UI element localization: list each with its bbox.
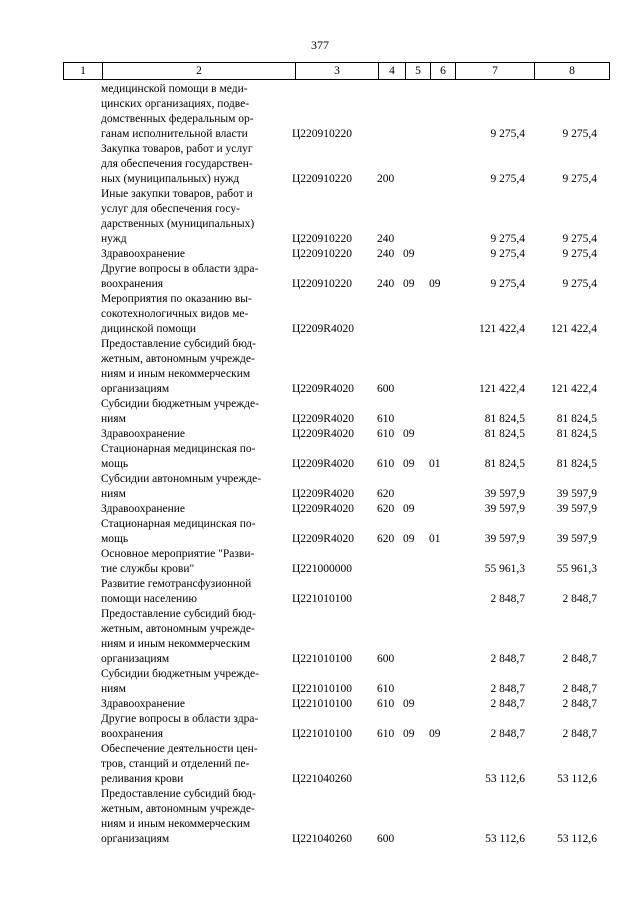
description-line: медицинской помощи в меди- (101, 83, 248, 95)
description-line: Субсидии бюджетным учрежде- (101, 398, 259, 410)
table-row (63, 712, 603, 742)
target-article-code: Ц2209R4020 (292, 503, 354, 515)
table-row (63, 577, 603, 607)
header-col-4: 4 (379, 63, 406, 80)
header-col-2: 2 (103, 63, 296, 80)
target-article-code: Ц221000000 (292, 563, 353, 575)
amount-col-7: 39 597,9 (484, 503, 525, 515)
description-line: Обеспечение деятельности цен- (101, 743, 258, 755)
table-row (63, 82, 603, 142)
description-line: Субсидии бюджетным учрежде- (101, 668, 259, 680)
amount-col-8: 9 275,4 (562, 278, 597, 290)
row-description (101, 442, 315, 472)
table-row (63, 187, 603, 247)
section-code: 09 (403, 533, 415, 545)
amount-col-7: 2 848,7 (490, 728, 525, 740)
amount-col-7: 121 422,4 (479, 323, 525, 335)
row-description (101, 787, 315, 847)
amount-col-7: 9 275,4 (490, 128, 525, 140)
description-line: помощи населению (101, 593, 197, 605)
subsection-code: 01 (429, 458, 441, 470)
description-line: Здравоохранение (101, 428, 186, 440)
header-col-7: 7 (456, 63, 535, 80)
expense-type: 600 (377, 383, 395, 395)
table-row (63, 442, 603, 472)
expense-type: 610 (377, 413, 395, 425)
description-line: воохранения (101, 728, 164, 740)
row-description (101, 577, 315, 607)
section-code: 09 (403, 428, 415, 440)
amount-col-7: 53 112,6 (485, 773, 525, 785)
expense-type: 200 (377, 173, 395, 185)
amount-col-8: 9 275,4 (562, 248, 597, 260)
target-article-code: Ц220910220 (292, 233, 353, 245)
expense-type: 600 (377, 833, 395, 845)
amount-col-7: 81 824,5 (484, 428, 525, 440)
section-code: 09 (403, 728, 415, 740)
target-article-code: Ц221010100 (292, 593, 353, 605)
row-description (101, 292, 315, 337)
amount-col-8: 53 112,6 (557, 833, 597, 845)
amount-col-8: 55 961,3 (556, 563, 597, 575)
amount-col-8: 9 275,4 (562, 233, 597, 245)
description-line: тие службы крови" (101, 563, 195, 575)
target-article-code: Ц220910220 (292, 248, 353, 260)
description-line: цинских организациях, подве- (101, 98, 250, 110)
row-description (101, 607, 315, 667)
description-line: жетным, автономным учрежде- (101, 623, 255, 635)
amount-col-8: 39 597,9 (556, 503, 597, 515)
section-code: 09 (403, 248, 415, 260)
description-line: Субсидии автономным учрежде- (101, 473, 262, 485)
description-line: жетным, автономным учрежде- (101, 353, 255, 365)
table-row (63, 262, 603, 292)
description-line: Предоставление субсидий бюд- (101, 338, 256, 350)
expense-type: 240 (377, 278, 395, 290)
target-article-code: Ц220910220 (292, 173, 353, 185)
description-line: ниям (101, 683, 126, 695)
row-description (101, 247, 315, 262)
target-article-code: Ц2209R4020 (292, 323, 354, 335)
expense-type: 240 (377, 233, 395, 245)
table-row (63, 667, 603, 697)
amount-col-8: 2 848,7 (562, 593, 597, 605)
table-row (63, 337, 603, 397)
row-description (101, 142, 315, 187)
table-row (63, 427, 603, 442)
amount-col-7: 9 275,4 (490, 173, 525, 185)
description-line: ганам исполнительной власти (101, 128, 248, 140)
table-row (63, 742, 603, 787)
description-line: ниям и иным некоммерческим (101, 638, 251, 650)
description-line: организациям (101, 653, 170, 665)
description-line: Другие вопросы в области здра- (101, 713, 259, 725)
amount-col-7: 55 961,3 (484, 563, 525, 575)
description-line: мощь (101, 458, 129, 470)
description-line: Предоставление субсидий бюд- (101, 608, 256, 620)
target-article-code: Ц2209R4020 (292, 383, 354, 395)
target-article-code: Ц2209R4020 (292, 533, 354, 545)
section-code: 09 (403, 698, 415, 710)
amount-col-7: 2 848,7 (490, 653, 525, 665)
description-line: Стационарная медицинская по- (101, 518, 256, 530)
row-description (101, 502, 315, 517)
table-row (63, 787, 603, 847)
subsection-code: 09 (429, 278, 441, 290)
description-line: Здравоохранение (101, 503, 186, 515)
target-article-code: Ц2209R4020 (292, 458, 354, 470)
expense-type: 620 (377, 503, 395, 515)
amount-col-7: 121 422,4 (479, 383, 525, 395)
description-line: ниям и иным некоммерческим (101, 368, 251, 380)
row-description (101, 82, 315, 142)
amount-col-7: 81 824,5 (484, 458, 525, 470)
page-number: 377 (311, 38, 329, 52)
expense-type: 620 (377, 533, 395, 545)
target-article-code: Ц221040260 (292, 773, 353, 785)
description-line: Закупка товаров, работ и услуг (101, 143, 253, 155)
header-col-8: 8 (535, 63, 610, 80)
row-description (101, 517, 315, 547)
expense-type: 610 (377, 458, 395, 470)
amount-col-8: 39 597,9 (556, 488, 597, 500)
amount-col-8: 9 275,4 (562, 128, 597, 140)
amount-col-7: 53 112,6 (485, 833, 525, 845)
table-row (63, 502, 603, 517)
description-line: ниям (101, 413, 126, 425)
amount-col-8: 2 848,7 (562, 683, 597, 695)
description-line: ниям (101, 488, 126, 500)
expense-type: 620 (377, 488, 395, 500)
section-code: 09 (403, 278, 415, 290)
expense-type: 600 (377, 653, 395, 665)
header-col-6: 6 (431, 63, 456, 80)
target-article-code: Ц2209R4020 (292, 488, 354, 500)
subsection-code: 01 (429, 533, 441, 545)
amount-col-8: 2 848,7 (562, 698, 597, 710)
column-header-row (63, 62, 610, 80)
amount-col-8: 81 824,5 (556, 413, 597, 425)
amount-col-8: 81 824,5 (556, 458, 597, 470)
amount-col-8: 9 275,4 (562, 173, 597, 185)
amount-col-7: 2 848,7 (490, 683, 525, 695)
table-row (63, 607, 603, 667)
description-line: Другие вопросы в области здра- (101, 263, 259, 275)
description-line: организациям (101, 833, 170, 845)
description-line: дарственных (муниципальных) (101, 218, 255, 230)
expense-type: 610 (377, 728, 395, 740)
amount-col-8: 121 422,4 (551, 383, 597, 395)
expense-type: 610 (377, 683, 395, 695)
description-line: воохранения (101, 278, 164, 290)
expense-type: 610 (377, 428, 395, 440)
row-description (101, 262, 315, 292)
row-description (101, 697, 315, 712)
amount-col-8: 2 848,7 (562, 728, 597, 740)
target-article-code: Ц221010100 (292, 698, 353, 710)
expense-type: 610 (377, 698, 395, 710)
table-row (63, 697, 603, 712)
amount-col-8: 39 597,9 (556, 533, 597, 545)
target-article-code: Ц220910220 (292, 278, 353, 290)
table-row (63, 247, 603, 262)
row-description (101, 547, 315, 577)
amount-col-7: 81 824,5 (484, 413, 525, 425)
target-article-code: Ц220910220 (292, 128, 353, 140)
target-article-code: Ц2209R4020 (292, 428, 354, 440)
description-line: ниям и иным некоммерческим (101, 818, 251, 830)
table-row (63, 292, 603, 337)
description-line: Основное мероприятие "Разви- (101, 548, 255, 560)
description-line: дицинской помощи (101, 323, 197, 335)
amount-col-7: 2 848,7 (490, 698, 525, 710)
table-row (63, 517, 603, 547)
expense-type: 240 (377, 248, 395, 260)
row-description (101, 472, 315, 502)
description-line: жетным, автономным учрежде- (101, 803, 255, 815)
amount-col-7: 9 275,4 (490, 233, 525, 245)
amount-col-7: 9 275,4 (490, 248, 525, 260)
row-description (101, 337, 315, 397)
target-article-code: Ц221010100 (292, 653, 353, 665)
table-row (63, 397, 603, 427)
amount-col-7: 2 848,7 (490, 593, 525, 605)
description-line: сокотехнологичных видов ме- (101, 308, 249, 320)
subsection-code: 09 (429, 728, 441, 740)
description-line: Предоставление субсидий бюд- (101, 788, 256, 800)
description-line: реливания крови (101, 773, 184, 785)
section-code: 09 (403, 458, 415, 470)
amount-col-8: 81 824,5 (556, 428, 597, 440)
description-line: организациям (101, 383, 170, 395)
row-description (101, 187, 315, 247)
target-article-code: Ц221010100 (292, 683, 353, 695)
description-line: Стационарная медицинская по- (101, 443, 256, 455)
description-line: Развитие гемотрансфузионной (101, 578, 252, 590)
description-line: домственных федеральным ор- (101, 113, 254, 125)
row-description (101, 397, 315, 427)
amount-col-8: 2 848,7 (562, 653, 597, 665)
description-line: ных (муниципальных) нужд (101, 173, 240, 185)
row-description (101, 427, 315, 442)
amount-col-7: 39 597,9 (484, 488, 525, 500)
header-col-5: 5 (406, 63, 431, 80)
description-line: нужд (101, 233, 127, 245)
target-article-code: Ц221040260 (292, 833, 353, 845)
row-description (101, 742, 315, 787)
header-col-1: 1 (64, 63, 103, 80)
description-line: Иные закупки товаров, работ и (101, 188, 253, 200)
description-line: Здравоохранение (101, 248, 186, 260)
header-col-3: 3 (296, 63, 379, 80)
section-code: 09 (403, 503, 415, 515)
row-description (101, 667, 315, 697)
description-line: услуг для обеспечения госу- (101, 203, 240, 215)
amount-col-7: 39 597,9 (484, 533, 525, 545)
description-line: Здравоохранение (101, 698, 186, 710)
description-line: Мероприятия по оказанию вы- (101, 293, 252, 305)
table-row (63, 547, 603, 577)
amount-col-8: 121 422,4 (551, 323, 597, 335)
target-article-code: Ц2209R4020 (292, 413, 354, 425)
table-row (63, 142, 603, 187)
target-article-code: Ц221010100 (292, 728, 353, 740)
description-line: тров, станций и отделений пе- (101, 758, 250, 770)
amount-col-7: 9 275,4 (490, 278, 525, 290)
description-line: для обеспечения государствен- (101, 158, 253, 170)
amount-col-8: 53 112,6 (557, 773, 597, 785)
description-line: мощь (101, 533, 129, 545)
row-description (101, 712, 315, 742)
table-row (63, 472, 603, 502)
